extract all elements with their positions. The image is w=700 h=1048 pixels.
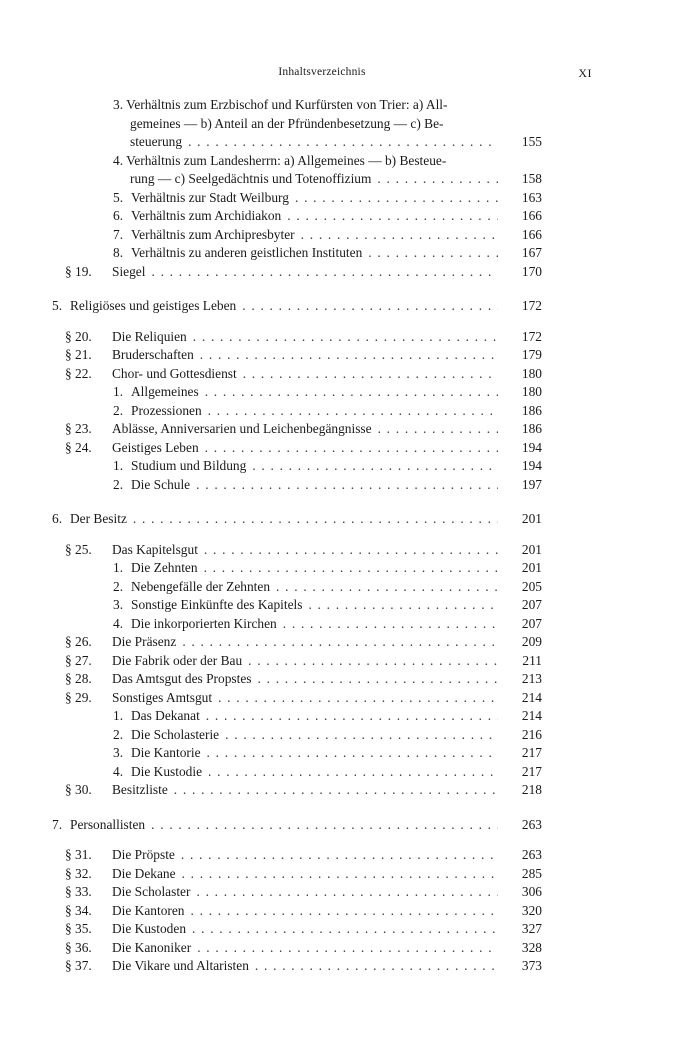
toc-section	[52, 633, 542, 652]
toc-entry-line: 4. Verhältnis zum Landesherrn: a) Allgemeines — b) Besteue-	[113, 152, 447, 168]
toc-page-number: 180	[521, 365, 542, 381]
dot-leader	[243, 365, 498, 384]
toc-subsection	[52, 596, 542, 615]
toc-subsection	[52, 763, 542, 782]
toc-subsection	[52, 744, 542, 763]
item-number: 3.	[113, 597, 124, 612]
toc-page-number: 186	[521, 402, 542, 418]
toc-entry-text: Das Kapitelsgut	[112, 541, 198, 557]
dot-leader	[182, 865, 498, 884]
toc-entry-text: Die inkorporierten Kirchen	[131, 615, 277, 631]
toc-page-number: 180	[521, 384, 542, 399]
toc-subsection	[52, 189, 542, 208]
toc-page-number: 201	[521, 560, 542, 575]
dot-leader	[181, 846, 498, 865]
dot-leader	[205, 439, 498, 458]
dot-leader	[188, 133, 498, 152]
toc-section	[52, 902, 542, 921]
toc-page-number: 170	[521, 263, 542, 279]
dot-leader	[204, 559, 498, 578]
dot-leader	[205, 383, 498, 402]
toc-entry-text: Die Schule	[131, 476, 191, 492]
toc-page-number: 327	[521, 921, 542, 936]
dot-leader	[174, 781, 498, 800]
item-number: 8.	[113, 245, 124, 260]
item-number: 1.	[113, 708, 124, 723]
dot-leader	[218, 689, 498, 708]
toc-page-number: 373	[521, 958, 542, 973]
toc-subsection	[52, 226, 542, 245]
toc-entry	[52, 96, 542, 152]
toc-page-number: 207	[521, 615, 542, 631]
toc-entry-text: steuerung	[130, 134, 183, 149]
section-number: § 33.	[65, 884, 92, 899]
dot-leader	[287, 207, 498, 226]
toc-page-number: 172	[521, 328, 542, 344]
toc-chapter	[52, 816, 542, 835]
item-number: 4.	[113, 763, 124, 779]
dot-leader	[151, 816, 498, 835]
section-number: § 22.	[65, 365, 92, 381]
toc-entry-text: Die Kustodie	[131, 763, 203, 779]
item-number: 1.	[113, 458, 124, 473]
toc-entry-text: Verhältnis zum Archipresbyter	[131, 226, 295, 242]
toc-section	[52, 865, 542, 884]
toc-section	[52, 920, 542, 939]
toc-entry-line: 3. Verhältnis zum Erzbischof und Kurfürsten von Trier: a) All-	[113, 97, 448, 112]
toc-page-number: 166	[521, 226, 542, 242]
toc-subsection	[52, 457, 542, 476]
section-number: § 36.	[65, 939, 92, 955]
toc-subsection	[52, 707, 542, 726]
toc-entry-text: Studium und Bildung	[131, 458, 247, 473]
dot-leader	[308, 596, 498, 615]
toc-entry-text: Die Fabrik oder der Bau	[112, 652, 243, 668]
item-number: 2.	[113, 578, 124, 594]
item-number: 7.	[113, 226, 124, 242]
toc-entry-text: Bruderschaften	[112, 347, 194, 362]
toc-entry-text: Der Besitz	[70, 511, 127, 526]
chapter-number: 5.	[52, 298, 63, 313]
dot-leader	[242, 297, 498, 316]
toc-subsection	[52, 726, 542, 745]
running-header	[52, 66, 592, 84]
toc-entry-text: Allgemeines	[131, 384, 199, 399]
item-number: 4.	[113, 615, 124, 631]
toc-page-number: 214	[521, 689, 542, 705]
dot-leader	[377, 170, 498, 189]
toc-entry-text: Die Kustoden	[112, 921, 187, 936]
toc-subsection	[52, 559, 542, 578]
dot-leader	[151, 263, 498, 282]
toc-entry-text: Die Scholaster	[112, 884, 191, 899]
dot-leader	[196, 476, 498, 495]
toc-page-number: 194	[521, 458, 542, 473]
toc-page-number: 197	[521, 476, 542, 492]
item-number: 6.	[113, 208, 124, 223]
toc-entry-text: Die Dekane	[112, 865, 176, 881]
toc-entry-text: Die Reliquien	[112, 328, 187, 344]
item-number: 1.	[113, 384, 124, 399]
toc-entry-text: Verhältnis zur Stadt Weilburg	[131, 189, 289, 205]
item-number: 2.	[113, 402, 124, 418]
toc-page-number: 216	[521, 726, 542, 742]
dot-leader	[133, 510, 498, 529]
section-number: § 37.	[65, 958, 92, 973]
toc-entry-text: Die Pröpste	[112, 847, 175, 862]
toc-page-number: 263	[521, 847, 542, 862]
dot-leader	[252, 457, 498, 476]
toc-entry-text: Chor- und Gottesdienst	[112, 365, 237, 381]
toc-subsection	[52, 207, 542, 226]
section-number: § 25.	[65, 541, 92, 557]
toc-entry-text: Geistiges Leben	[112, 439, 199, 455]
toc-page-number: 166	[521, 208, 542, 223]
toc-subsection	[52, 402, 542, 421]
toc-entry-text: Verhältnis zum Archidiakon	[131, 208, 282, 223]
dot-leader	[208, 402, 498, 421]
toc-page-number: 213	[521, 671, 542, 686]
toc-subsection	[52, 578, 542, 597]
toc-section	[52, 541, 542, 560]
item-number: 1.	[113, 560, 124, 575]
toc-page-number: 172	[521, 298, 542, 313]
item-number: 3.	[113, 745, 124, 760]
toc-page-number: 201	[521, 511, 542, 526]
dot-leader	[301, 226, 498, 245]
toc-page-number: 179	[521, 347, 542, 362]
toc-entry-text: Nebengefälle der Zehnten	[131, 578, 271, 594]
toc-section	[52, 365, 542, 384]
dot-leader	[378, 420, 498, 439]
dot-leader	[258, 670, 499, 689]
toc-section	[52, 957, 542, 976]
dot-leader	[200, 346, 498, 365]
item-number: 2.	[113, 476, 124, 492]
toc-subsection	[52, 383, 542, 402]
toc-entry-text: Verhältnis zu anderen geistlichen Instituten	[131, 245, 363, 260]
toc-entry-text: Besitzliste	[112, 782, 168, 797]
toc-subsection	[52, 244, 542, 263]
toc-entry-line: gemeines — b) Anteil an der Pfründenbesetzung — c) Be-	[130, 115, 444, 131]
toc-section	[52, 939, 542, 958]
toc-entry-text: Die Vikare und Altaristen	[112, 958, 249, 973]
toc-section	[52, 670, 542, 689]
toc-page-number: 209	[521, 634, 542, 649]
section-number: § 29.	[65, 689, 92, 705]
toc-section	[52, 346, 542, 365]
toc-entry-text: Prozessionen	[131, 402, 202, 418]
dot-leader	[192, 920, 498, 939]
toc-section	[52, 846, 542, 865]
toc-entry-text: Ablässe, Anniversarien und Leichenbegängnisse	[112, 421, 372, 436]
toc-section	[52, 263, 542, 282]
toc-page-number: 217	[521, 745, 542, 760]
toc-entry-text: Die Kantoren	[112, 902, 185, 918]
toc-page-number: 167	[521, 245, 542, 260]
dot-leader	[191, 902, 498, 921]
toc-subsection	[52, 615, 542, 634]
section-number: § 27.	[65, 652, 92, 668]
dot-leader	[207, 744, 498, 763]
header-title: Inhaltsverzeichnis	[278, 66, 366, 78]
section-number: § 32.	[65, 865, 92, 881]
section-number: § 20.	[65, 328, 92, 344]
dot-leader	[182, 633, 498, 652]
dot-leader	[255, 957, 498, 976]
chapter-number: 6.	[52, 511, 63, 526]
toc-page-number: 306	[521, 884, 542, 899]
toc-section	[52, 781, 542, 800]
table-of-contents	[52, 96, 542, 976]
toc-section	[52, 439, 542, 458]
item-number: 5.	[113, 189, 124, 205]
section-number: § 23.	[65, 421, 92, 436]
toc-page-number: 217	[521, 763, 542, 779]
toc-entry-text: Die Scholasterie	[131, 726, 220, 742]
toc-entry-text: Das Dekanat	[131, 708, 200, 723]
section-number: § 19.	[65, 263, 92, 279]
header-page-number: XI	[578, 66, 592, 80]
toc-page-number: 186	[521, 421, 542, 436]
dot-leader	[283, 615, 498, 634]
dot-leader	[204, 541, 498, 560]
toc-entry-text: Die Präsenz	[112, 634, 177, 649]
section-number: § 21.	[65, 347, 92, 362]
toc-entry-text: Religiöses und geistiges Leben	[70, 298, 237, 313]
toc-page-number: 207	[521, 597, 542, 612]
toc-page-number: 263	[521, 816, 542, 832]
toc-entry-text: Sonstige Einkünfte des Kapitels	[131, 597, 303, 612]
toc-page-number: 205	[521, 578, 542, 594]
toc-entry-text: Die Zehnten	[131, 560, 198, 575]
toc-entry-text: Personallisten	[70, 816, 146, 832]
dot-leader	[295, 189, 498, 208]
toc-page-number: 328	[521, 939, 542, 955]
dot-leader	[276, 578, 498, 597]
dot-leader	[225, 726, 498, 745]
toc-page-number: 158	[521, 171, 542, 186]
toc-chapter	[52, 510, 542, 529]
dot-leader	[196, 883, 498, 902]
toc-entry-text: Die Kantorie	[131, 745, 201, 760]
toc-entry	[52, 152, 542, 189]
toc-entry-text: rung — c) Seelgedächtnis und Totenoffizium	[130, 171, 372, 186]
toc-section	[52, 883, 542, 902]
toc-page-number: 194	[521, 439, 542, 455]
dot-leader	[368, 244, 498, 263]
section-number: § 26.	[65, 634, 92, 649]
toc-page-number: 211	[522, 652, 542, 668]
toc-subsection	[52, 476, 542, 495]
dot-leader	[206, 707, 498, 726]
section-number: § 34.	[65, 902, 92, 918]
section-number: § 28.	[65, 671, 92, 686]
toc-section	[52, 328, 542, 347]
dot-leader	[197, 939, 498, 958]
toc-page-number: 163	[521, 189, 542, 205]
toc-entry-text: Siegel	[112, 263, 146, 279]
toc-entry-text: Das Amtsgut des Propstes	[112, 671, 252, 686]
toc-entry-text: Sonstiges Amtsgut	[112, 689, 213, 705]
section-number: § 30.	[65, 782, 92, 797]
toc-page-number: 214	[521, 708, 542, 723]
section-number: § 24.	[65, 439, 92, 455]
section-number: § 35.	[65, 921, 92, 936]
dot-leader	[248, 652, 498, 671]
toc-page-number: 320	[521, 902, 542, 918]
chapter-number: 7.	[52, 816, 63, 832]
toc-section	[52, 420, 542, 439]
toc-section	[52, 652, 542, 671]
toc-chapter	[52, 297, 542, 316]
toc-page-number: 155	[521, 134, 542, 149]
toc-section	[52, 689, 542, 708]
item-number: 2.	[113, 726, 124, 742]
toc-entry-text: Die Kanoniker	[112, 939, 192, 955]
section-number: § 31.	[65, 847, 92, 862]
toc-page-number: 285	[521, 865, 542, 881]
toc-page-number: 218	[521, 782, 542, 797]
dot-leader	[208, 763, 498, 782]
dot-leader	[193, 328, 498, 347]
toc-page-number: 201	[521, 541, 542, 557]
